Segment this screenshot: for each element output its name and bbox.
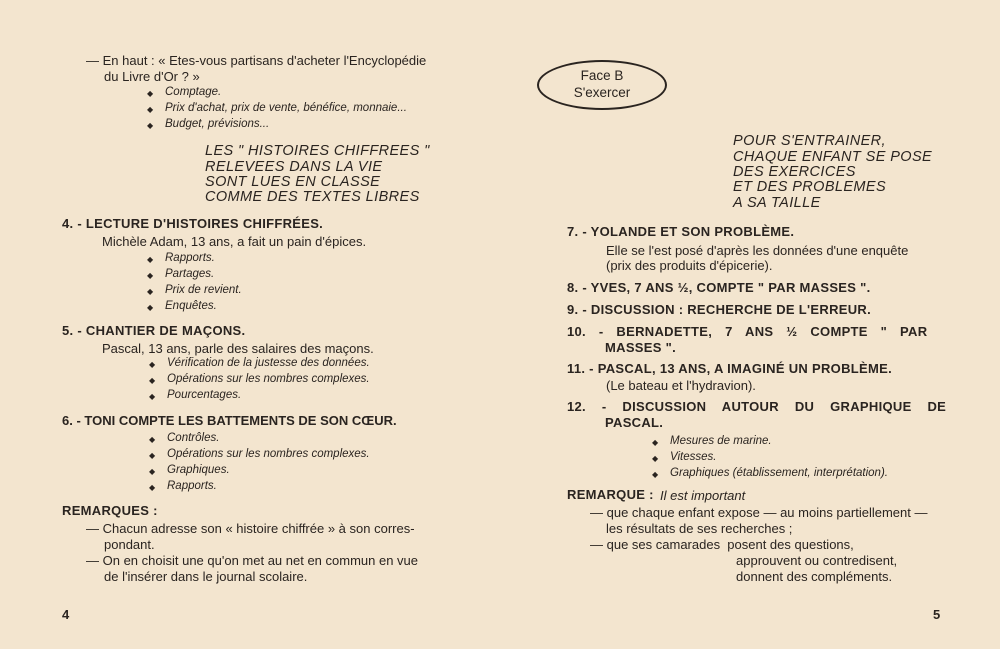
section-5-bullet: ◆ Pourcentages. — [167, 388, 241, 403]
badge-line-1: Face B — [580, 68, 624, 83]
right-quote-line: CHAQUE ENFANT SE POSE — [733, 149, 933, 165]
intro-line-2: du Livre d'Or ? » — [104, 69, 200, 84]
intro-line-1: — En haut : « Etes-vous partisans d'acheter l'Encyclopédie — [86, 53, 427, 68]
quote-line: RELEVEES DANS LA VIE — [205, 159, 383, 175]
right-quote-line: POUR S'ENTRAINER, — [733, 133, 886, 149]
section-5-title: 5. - CHANTIER DE MAÇONS. — [62, 323, 246, 338]
remarque-line: approuvent ou contredisent, — [736, 553, 898, 568]
section-12-line-1: 12. - DISCUSSION AUTOUR DU GRAPHIQUE DE — [567, 399, 947, 414]
section-12-line-2: PASCAL. — [605, 415, 664, 430]
quote-line: COMME DES TEXTES LIBRES — [205, 189, 420, 205]
intro-bullet: ◆ Comptage. — [165, 85, 221, 100]
remarques-line: pondant. — [104, 537, 155, 552]
section-5-bullet: ◆ Opérations sur les nombres complexes. — [167, 372, 370, 387]
remarques-line: de l'insérer dans le journal scolaire. — [104, 569, 308, 584]
badge-line-2: S'exercer — [573, 85, 631, 100]
page-number: 5 — [933, 607, 941, 622]
section-11-title: 11. - PASCAL, 13 ANS, A IMAGINÉ UN PROBLÈME. — [567, 361, 893, 376]
section-12-bullet: ◆ Vitesses. — [670, 450, 716, 465]
right-quote-line: DES EXERCICES — [733, 164, 856, 180]
section-7-line: (prix des produits d'épicerie). — [606, 258, 773, 273]
remarque-line: — que ses camarades posent des questions, — [590, 537, 854, 552]
intro-bullet: ◆ Prix d'achat, prix de vente, bénéfice, monnaie... — [165, 101, 407, 116]
section-4-bullet: ◆ Rapports. — [165, 251, 215, 266]
right-quote-line: A SA TAILLE — [733, 195, 821, 211]
section-7-title: 7. - YOLANDE ET SON PROBLÈME. — [567, 224, 795, 239]
remarque-line: les résultats de ses recherches ; — [606, 521, 793, 536]
section-9-title: 9. - DISCUSSION : RECHERCHE DE L'ERREUR. — [567, 302, 872, 317]
section-6-bullet: ◆ Graphiques. — [167, 463, 230, 478]
remarque-note: Il est important — [660, 488, 746, 503]
intro-bullet: ◆ Budget, prévisions... — [165, 117, 269, 132]
remarques-line: — On en choisit une qu'on met au net en commun en vue — [86, 553, 419, 568]
section-4-title: 4. - LECTURE D'HISTOIRES CHIFFRÉES. — [62, 216, 324, 231]
face-b-badge — [537, 60, 667, 110]
quote-line: SONT LUES EN CLASSE — [205, 174, 381, 190]
section-7-line: Elle se l'est posé d'après les données d'une enquête — [606, 243, 909, 258]
section-6-bullet: ◆ Contrôles. — [167, 431, 219, 446]
remarque-line: — que chaque enfant expose — au moins partiellement — — [590, 505, 928, 520]
section-10-line-1: 10. - BERNADETTE, 7 ANS ½ COMPTE " PAR — [567, 324, 928, 339]
section-4-bullet: ◆ Enquêtes. — [165, 299, 217, 314]
section-6-bullet: ◆ Rapports. — [167, 479, 217, 494]
page-number: 4 — [62, 607, 70, 622]
quote-line: LES " HISTOIRES CHIFFREES " — [205, 143, 430, 159]
section-5-bullet: ◆ Vérification de la justesse des données. — [167, 356, 370, 371]
section-12-bullet: ◆ Graphiques (établissement, interprétation). — [670, 466, 888, 481]
section-6-title: 6. - TONI COMPTE LES BATTEMENTS DE SON CŒUR. — [62, 413, 397, 428]
section-6-bullet: ◆ Opérations sur les nombres complexes. — [167, 447, 370, 462]
section-5-text: Pascal, 13 ans, parle des salaires des maçons. — [102, 341, 374, 356]
section-11-sub: (Le bateau et l'hydravion). — [606, 378, 756, 393]
remarques-line: — Chacun adresse son « histoire chiffrée » à son corres- — [86, 521, 415, 536]
right-quote-line: ET DES PROBLEMES — [733, 179, 887, 195]
section-10-line-2: MASSES ". — [605, 340, 676, 355]
section-8-title: 8. - YVES, 7 ANS ½, COMPTE " PAR MASSES ". — [567, 280, 871, 295]
section-4-bullet: ◆ Prix de revient. — [165, 283, 242, 298]
section-12-bullet: ◆ Mesures de marine. — [670, 434, 772, 449]
remarques-title: REMARQUES : — [62, 503, 158, 518]
remarque-label: REMARQUE : — [567, 487, 654, 502]
section-4-text: Michèle Adam, 13 ans, a fait un pain d'épices. — [102, 234, 367, 249]
remarque-line: donnent des compléments. — [736, 569, 893, 584]
section-4-bullet: ◆ Partages. — [165, 267, 214, 282]
